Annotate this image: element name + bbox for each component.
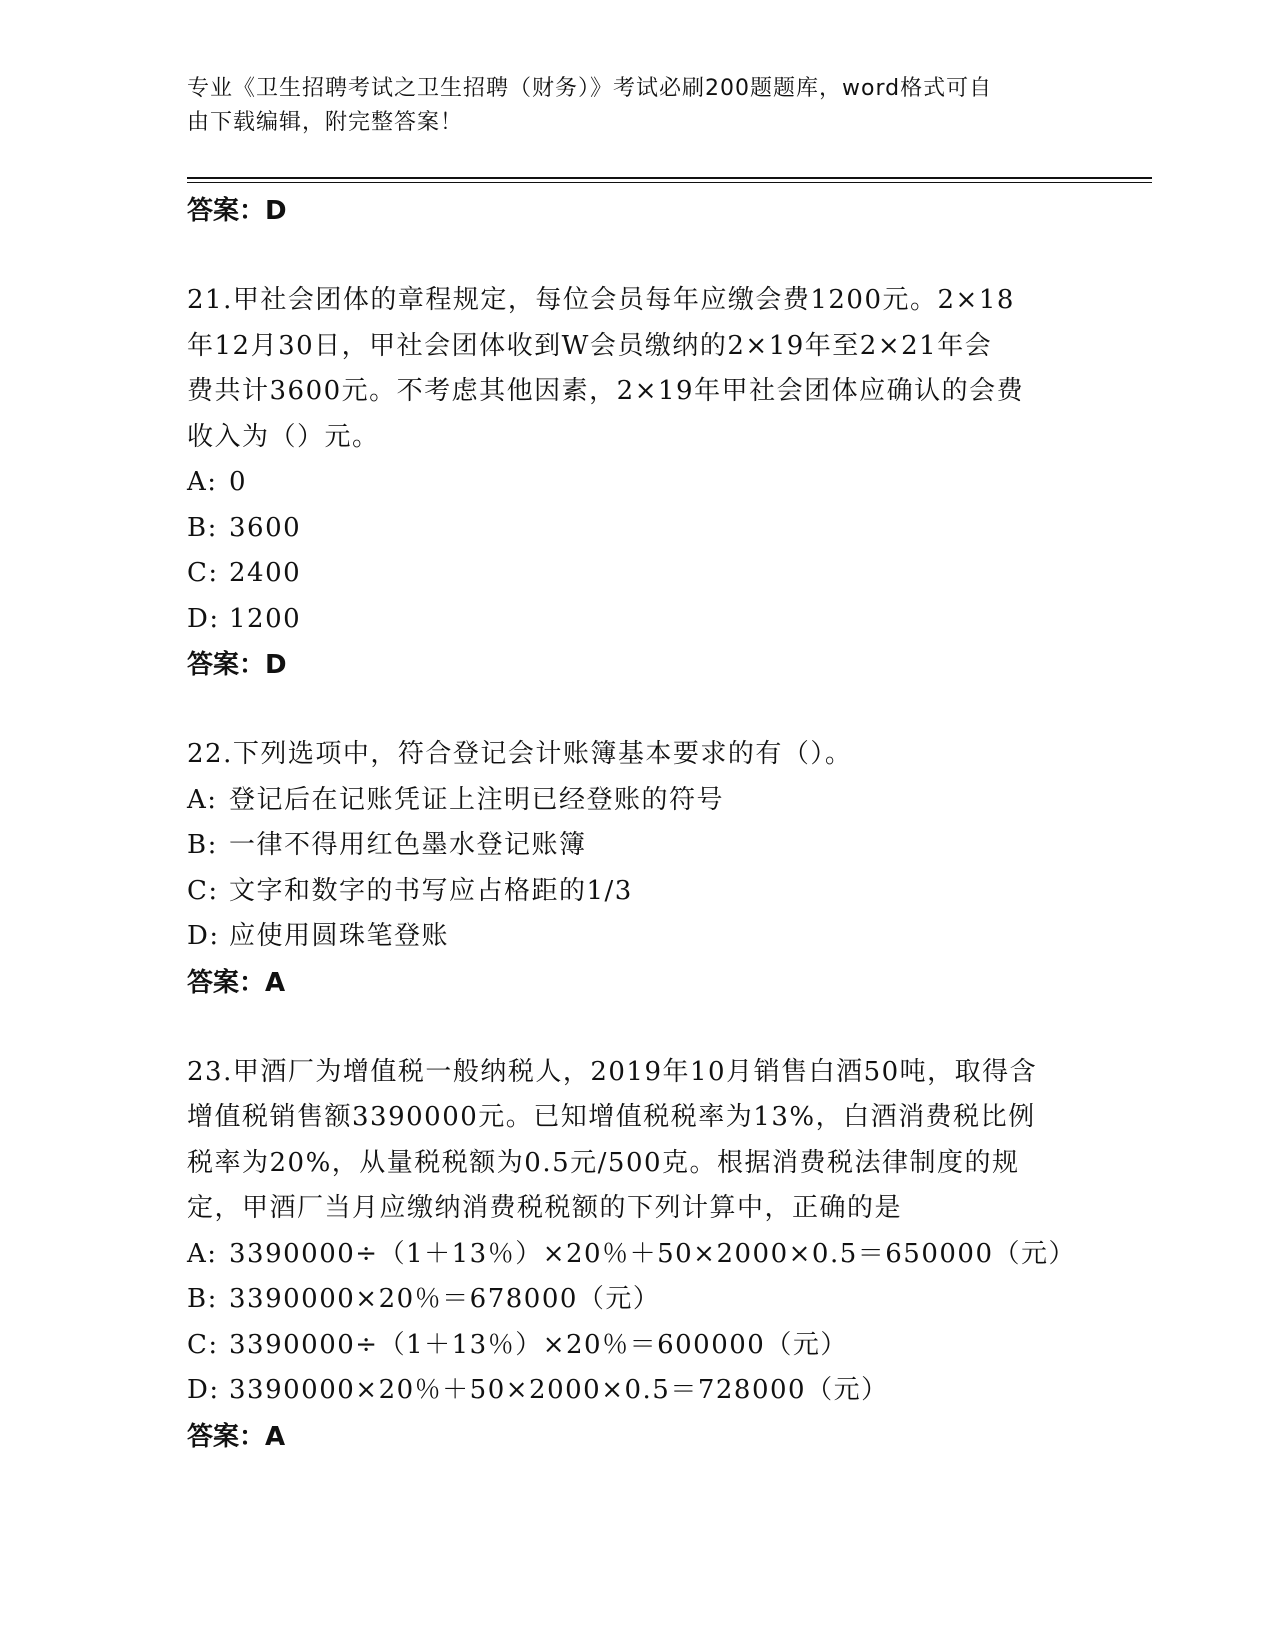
option-key: A: bbox=[187, 1238, 218, 1269]
question-line: 年12月30日，甲社会团体收到W会员缴纳的2×19年至2×21年会 bbox=[187, 330, 993, 361]
question-text bbox=[187, 278, 1087, 460]
question-line: 增值税销售额3390000元。已知增值税税率为13%，白酒消费税比例 bbox=[187, 1102, 1036, 1132]
question-line: 收入为（）元。 bbox=[187, 421, 380, 452]
option-a bbox=[187, 778, 1087, 824]
option-key: A: bbox=[187, 467, 218, 497]
document-body bbox=[187, 188, 1087, 1460]
question-22 bbox=[187, 732, 1087, 1006]
option-c bbox=[187, 869, 1087, 915]
question-line: 21.甲社会团体的章程规定，每位会员每年应缴会费1200元。2×18 bbox=[187, 285, 1015, 315]
question-21 bbox=[187, 278, 1087, 688]
header-line-2: 由下载编辑，附完整答案！ bbox=[187, 110, 464, 135]
header-rule-thick bbox=[187, 177, 1152, 179]
option-key: B: bbox=[187, 830, 218, 860]
question-line: 22.下列选项中，符合登记会计账簿基本要求的有（）。 bbox=[187, 739, 853, 769]
option-text: 文字和数字的书写应占格距的1/3 bbox=[229, 875, 633, 906]
option-text: 3390000×20％＝678000（元） bbox=[229, 1284, 661, 1314]
question-23 bbox=[187, 1050, 1087, 1460]
question-text bbox=[187, 732, 1087, 778]
option-text: 0 bbox=[229, 467, 248, 497]
option-key: D: bbox=[187, 1375, 220, 1405]
option-key: D: bbox=[187, 921, 220, 951]
option-b bbox=[187, 1277, 1087, 1323]
answer-previous: 答案：D bbox=[187, 196, 287, 226]
option-text: 一律不得用红色墨水登记账簿 bbox=[229, 830, 587, 860]
answer: 答案：A bbox=[187, 1421, 286, 1452]
question-line: 税率为20%，从量税税额为0.5元/500克。根据消费税法律制度的规 bbox=[187, 1147, 1020, 1178]
header-line-1: 专业《卫生招聘考试之卫生招聘（财务）》考试必刷200题题库，word格式可自 bbox=[187, 76, 993, 101]
option-d bbox=[187, 914, 1087, 960]
option-key: C: bbox=[187, 875, 219, 906]
option-b bbox=[187, 506, 1087, 552]
answer: 答案：D bbox=[187, 650, 287, 680]
option-key: C: bbox=[187, 1329, 219, 1360]
option-text: 登记后在记账凭证上注明已经登账的符号 bbox=[229, 784, 725, 815]
option-key: A: bbox=[187, 784, 218, 815]
option-key: D: bbox=[187, 603, 220, 634]
option-key: B: bbox=[187, 512, 218, 543]
question-text bbox=[187, 1050, 1087, 1232]
option-c bbox=[187, 1323, 1087, 1369]
option-text: 1200 bbox=[229, 603, 302, 634]
option-key: B: bbox=[187, 1284, 218, 1314]
answer: 答案：A bbox=[187, 967, 286, 998]
option-a bbox=[187, 1232, 1087, 1278]
option-a bbox=[187, 460, 1087, 506]
option-text: 应使用圆珠笔登账 bbox=[229, 921, 450, 951]
option-text: 3390000÷（1＋13％）×20％＝600000（元） bbox=[229, 1329, 848, 1360]
option-text: 3600 bbox=[229, 512, 302, 543]
header-rule-thin bbox=[187, 182, 1152, 183]
option-d bbox=[187, 597, 1087, 643]
option-text: 3390000÷（1＋13％）×20％＋50×2000×0.5＝650000（元） bbox=[229, 1238, 1076, 1269]
option-text: 3390000×20％＋50×2000×0.5＝728000（元） bbox=[229, 1375, 889, 1405]
question-line: 定，甲酒厂当月应缴纳消费税税额的下列计算中，正确的是 bbox=[187, 1193, 903, 1223]
document-header bbox=[187, 72, 1067, 140]
option-b bbox=[187, 823, 1087, 869]
option-d bbox=[187, 1368, 1087, 1414]
question-line: 费共计3600元。不考虑其他因素，2×19年甲社会团体应确认的会费 bbox=[187, 376, 1025, 406]
option-c bbox=[187, 551, 1087, 597]
option-text: 2400 bbox=[229, 558, 302, 588]
option-key: C: bbox=[187, 558, 219, 588]
question-line: 23.甲酒厂为增值税一般纳税人，2019年10月销售白酒50吨，取得含 bbox=[187, 1056, 1038, 1087]
